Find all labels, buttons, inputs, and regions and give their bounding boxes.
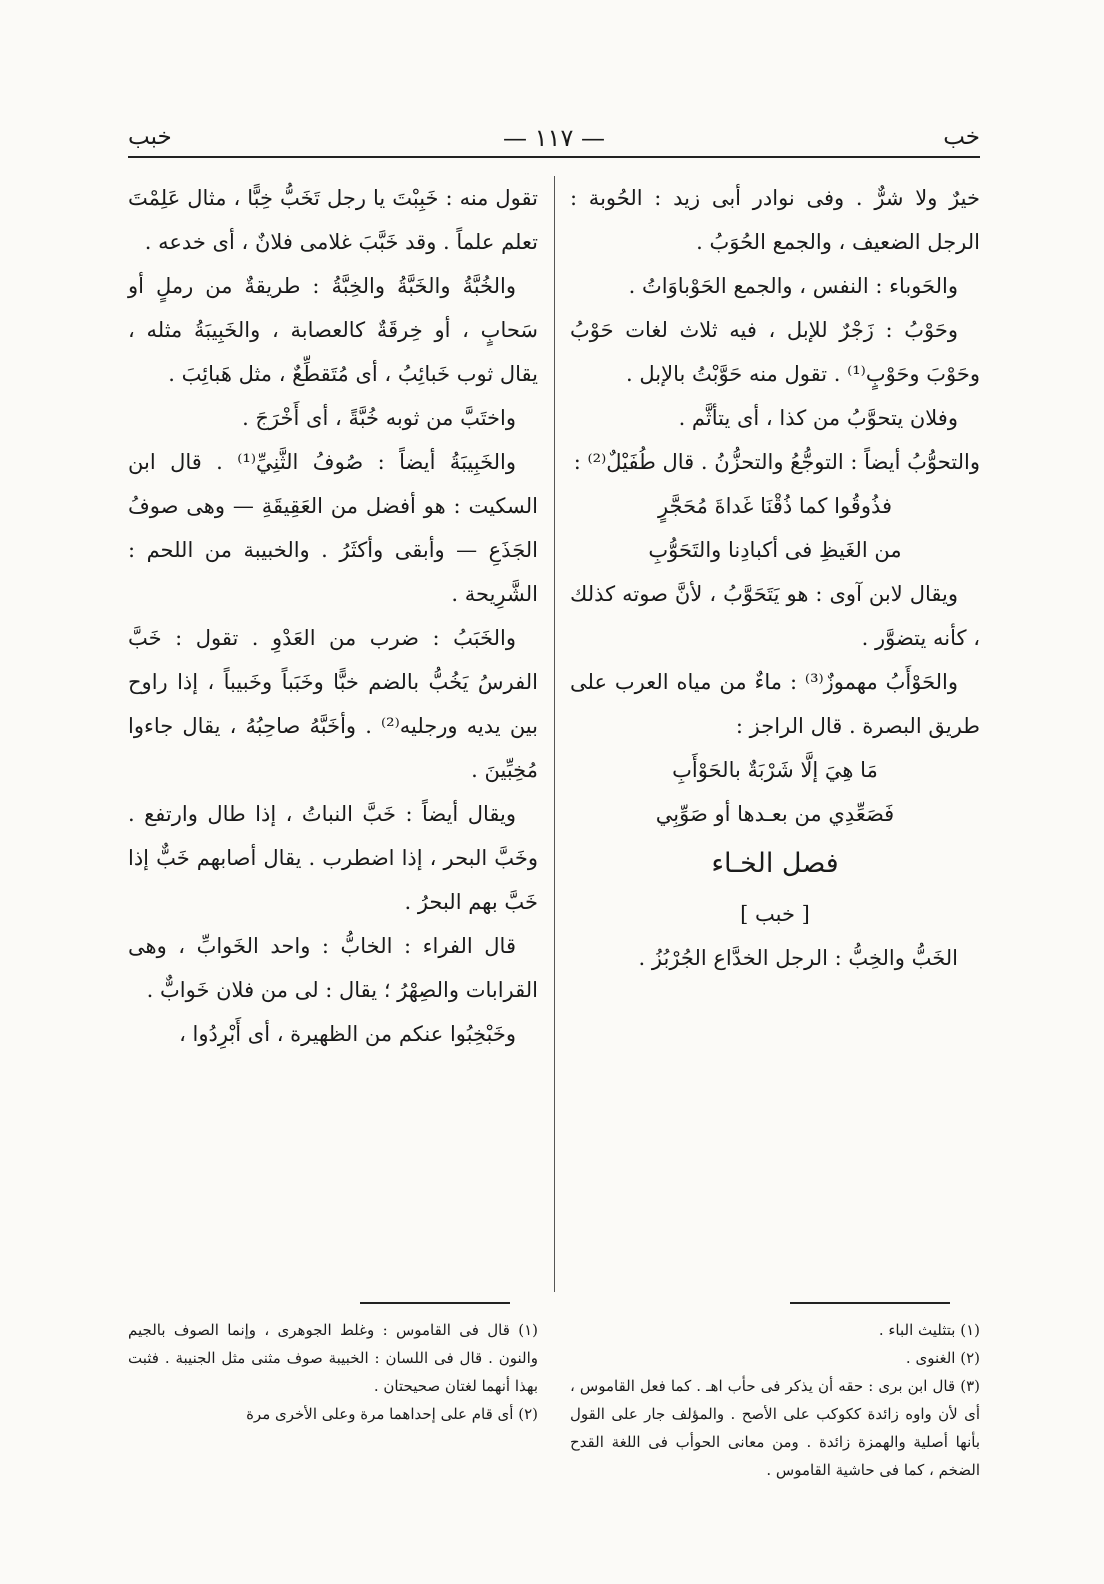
footnotes-right (570, 1316, 980, 1484)
footnote-rule-right (790, 1302, 950, 1304)
paragraph: وفلان يتحوَّبُ من كذا ، أى يتأثَّم . (678, 406, 958, 430)
left-column (128, 176, 538, 1056)
header-rule (128, 156, 980, 158)
subsection-title: [ خبب ] (740, 902, 810, 926)
paragraph: وحَوْبُ : زَجْرٌ للإبل ، فيه ثلاث لغات حَوْبُ وحَوْبَ وحَوْبٍ⁽¹⁾ . تقول منه حَوَّبْتُ بالإبل . (570, 318, 980, 386)
paragraph: خيرٌ ولا شرٌّ . وفى نوادر أبى زيد : الحُوبة : الرجل الضعيف ، والجمع الحُوَبُ . (570, 186, 980, 254)
verse-line: من الغَيظِ فى أكبادِنا والتَحَوُّبِ (648, 538, 902, 562)
paragraph: وخَبْخِبُوا عنكم من الظهيرة ، أى أَبْرِدُوا ، (179, 1022, 516, 1046)
footnote: (١) بتثليث الباء . (878, 1321, 980, 1339)
verse-line: مَا هِيَ إلَّا شَرْبَةٌ بالحَوْأَبِ (672, 758, 878, 782)
paragraph: والخَبِيبَةُ أيضاً : صُوفُ الثَّنِيِّ⁽¹⁾ . قال ابن السكيت : هو أفضل من العَقِيقَةِ — وهى صوفُ الجَذَعِ — وأبقى وأكثَرُ . والخبيبة من اللحم : الشَّرِيحة . (128, 450, 538, 606)
paragraph: قال الفراء : الخابُّ : واحد الخَوابِّ ، وهى القرابات والصِهْرُ ؛ يقال : لى من فلان خَوابٌّ . (128, 934, 538, 1002)
paragraph: الخَبُّ والخِبُّ : الرجل الخدَّاع الجُرْبُزُ . (638, 946, 958, 970)
footnote-rule-left (360, 1302, 510, 1304)
section-title: فصل الخـاء (711, 848, 839, 879)
paragraph: واختَبَّ من ثوبه خُبَّةً ، أى أَخْرَجَ . (242, 406, 516, 430)
page-header (128, 124, 980, 158)
paragraph: والحَوباء : النفس ، والجمع الحَوْباوَاتُ . (628, 274, 958, 298)
footnote: (٢) أى قام على إحداهما مرة وعلى الأخرى مرة (246, 1405, 538, 1423)
paragraph: ويقال لابن آوى : هو يَتَحَوَّبُ ، لأنَّ صوته كذلك ، كأنه يتضوَّر . (570, 582, 980, 650)
paragraph: تقول منه : خَبِبْتَ يا رجل تَخَبُّ خِبًّا ، مثال عَلِمْتَ تعلم علماً . وقد خَبَّبَ غلامى فلانٌ ، أى خدعه . (128, 186, 538, 254)
footnote: (٣) قال ابن برى : حقه أن يذكر فى حأب اهـ . كما فعل القاموس ، أى لأن واوه زائدة ككوكب على الأصح . والمؤلف جار على القول بأنها أصلية والهمزة زائدة . ومن معانى الحوأب فى اللغة القدح الضخم ، كما فى حاشية القاموس . (570, 1377, 980, 1479)
verse-line: فَصَعِّدِي من بعـدها أو صَوِّبِي (655, 802, 895, 826)
column-divider (554, 176, 555, 1292)
footnotes-left (128, 1316, 538, 1428)
verse-line: فذُوقُوا كما ذُقْنَا غَداةَ مُحَجَّرٍ (657, 494, 893, 518)
paragraph: والخُبَّةُ والخَبَّةُ والخِبَّةُ : طريقةٌ من رملٍ أو سَحابٍ ، أو خِرقَةٌ كالعصابة ، والخَبِيبَةُ مثله ، يقال ثوب خَبائِبُ ، أى مُتَقطِّعٌ ، مثل هَبائِبَ . (128, 274, 538, 386)
paragraph: والحَوْأَبُ مهموزٌ⁽³⁾ : ماءٌ من مياه العرب على طريق البصرة . قال الراجز : (570, 670, 980, 738)
header-left-word: خبب (128, 124, 172, 150)
paragraph: والتحوُّبُ أيضاً : التوجُّعُ والتحزُّنُ . قال طُفَيْلٌ⁽²⁾ : (573, 450, 980, 474)
header-right-word: خب (943, 124, 980, 150)
right-column (570, 176, 980, 980)
footnote: (٢) الغنوى . (905, 1349, 980, 1367)
paragraph: ويقال أيضاً : خَبَّ النباتُ ، إذا طال وارتفع . وخَبَّ البحر ، إذا اضطرب . يقال أصابهم خَبٌّ إذا خَبَّ بهم البحرُ . (128, 802, 538, 914)
paragraph: والخَبَبُ : ضرب من العَدْوِ . تقول : خَبَّ الفرسُ يَخُبُّ بالضم خبًّا وخَبَباً وخَبيباً ، إذا راوح بين يديه ورجليه⁽²⁾ . وأخَبَّهُ صاحِبُهُ ، يقال جاءوا مُخِبِّينَ . (128, 626, 538, 782)
footnote: (١) قال فى القاموس : وغلط الجوهرى ، وإنما الصوف بالجيم والنون . قال فى اللسان : الخبيبة صوف مثنى مثل الجنيبة . فثبت بهذا أنهما لغتان صحيحتان . (128, 1321, 538, 1395)
page-number: — ١١٧ — (503, 124, 605, 152)
